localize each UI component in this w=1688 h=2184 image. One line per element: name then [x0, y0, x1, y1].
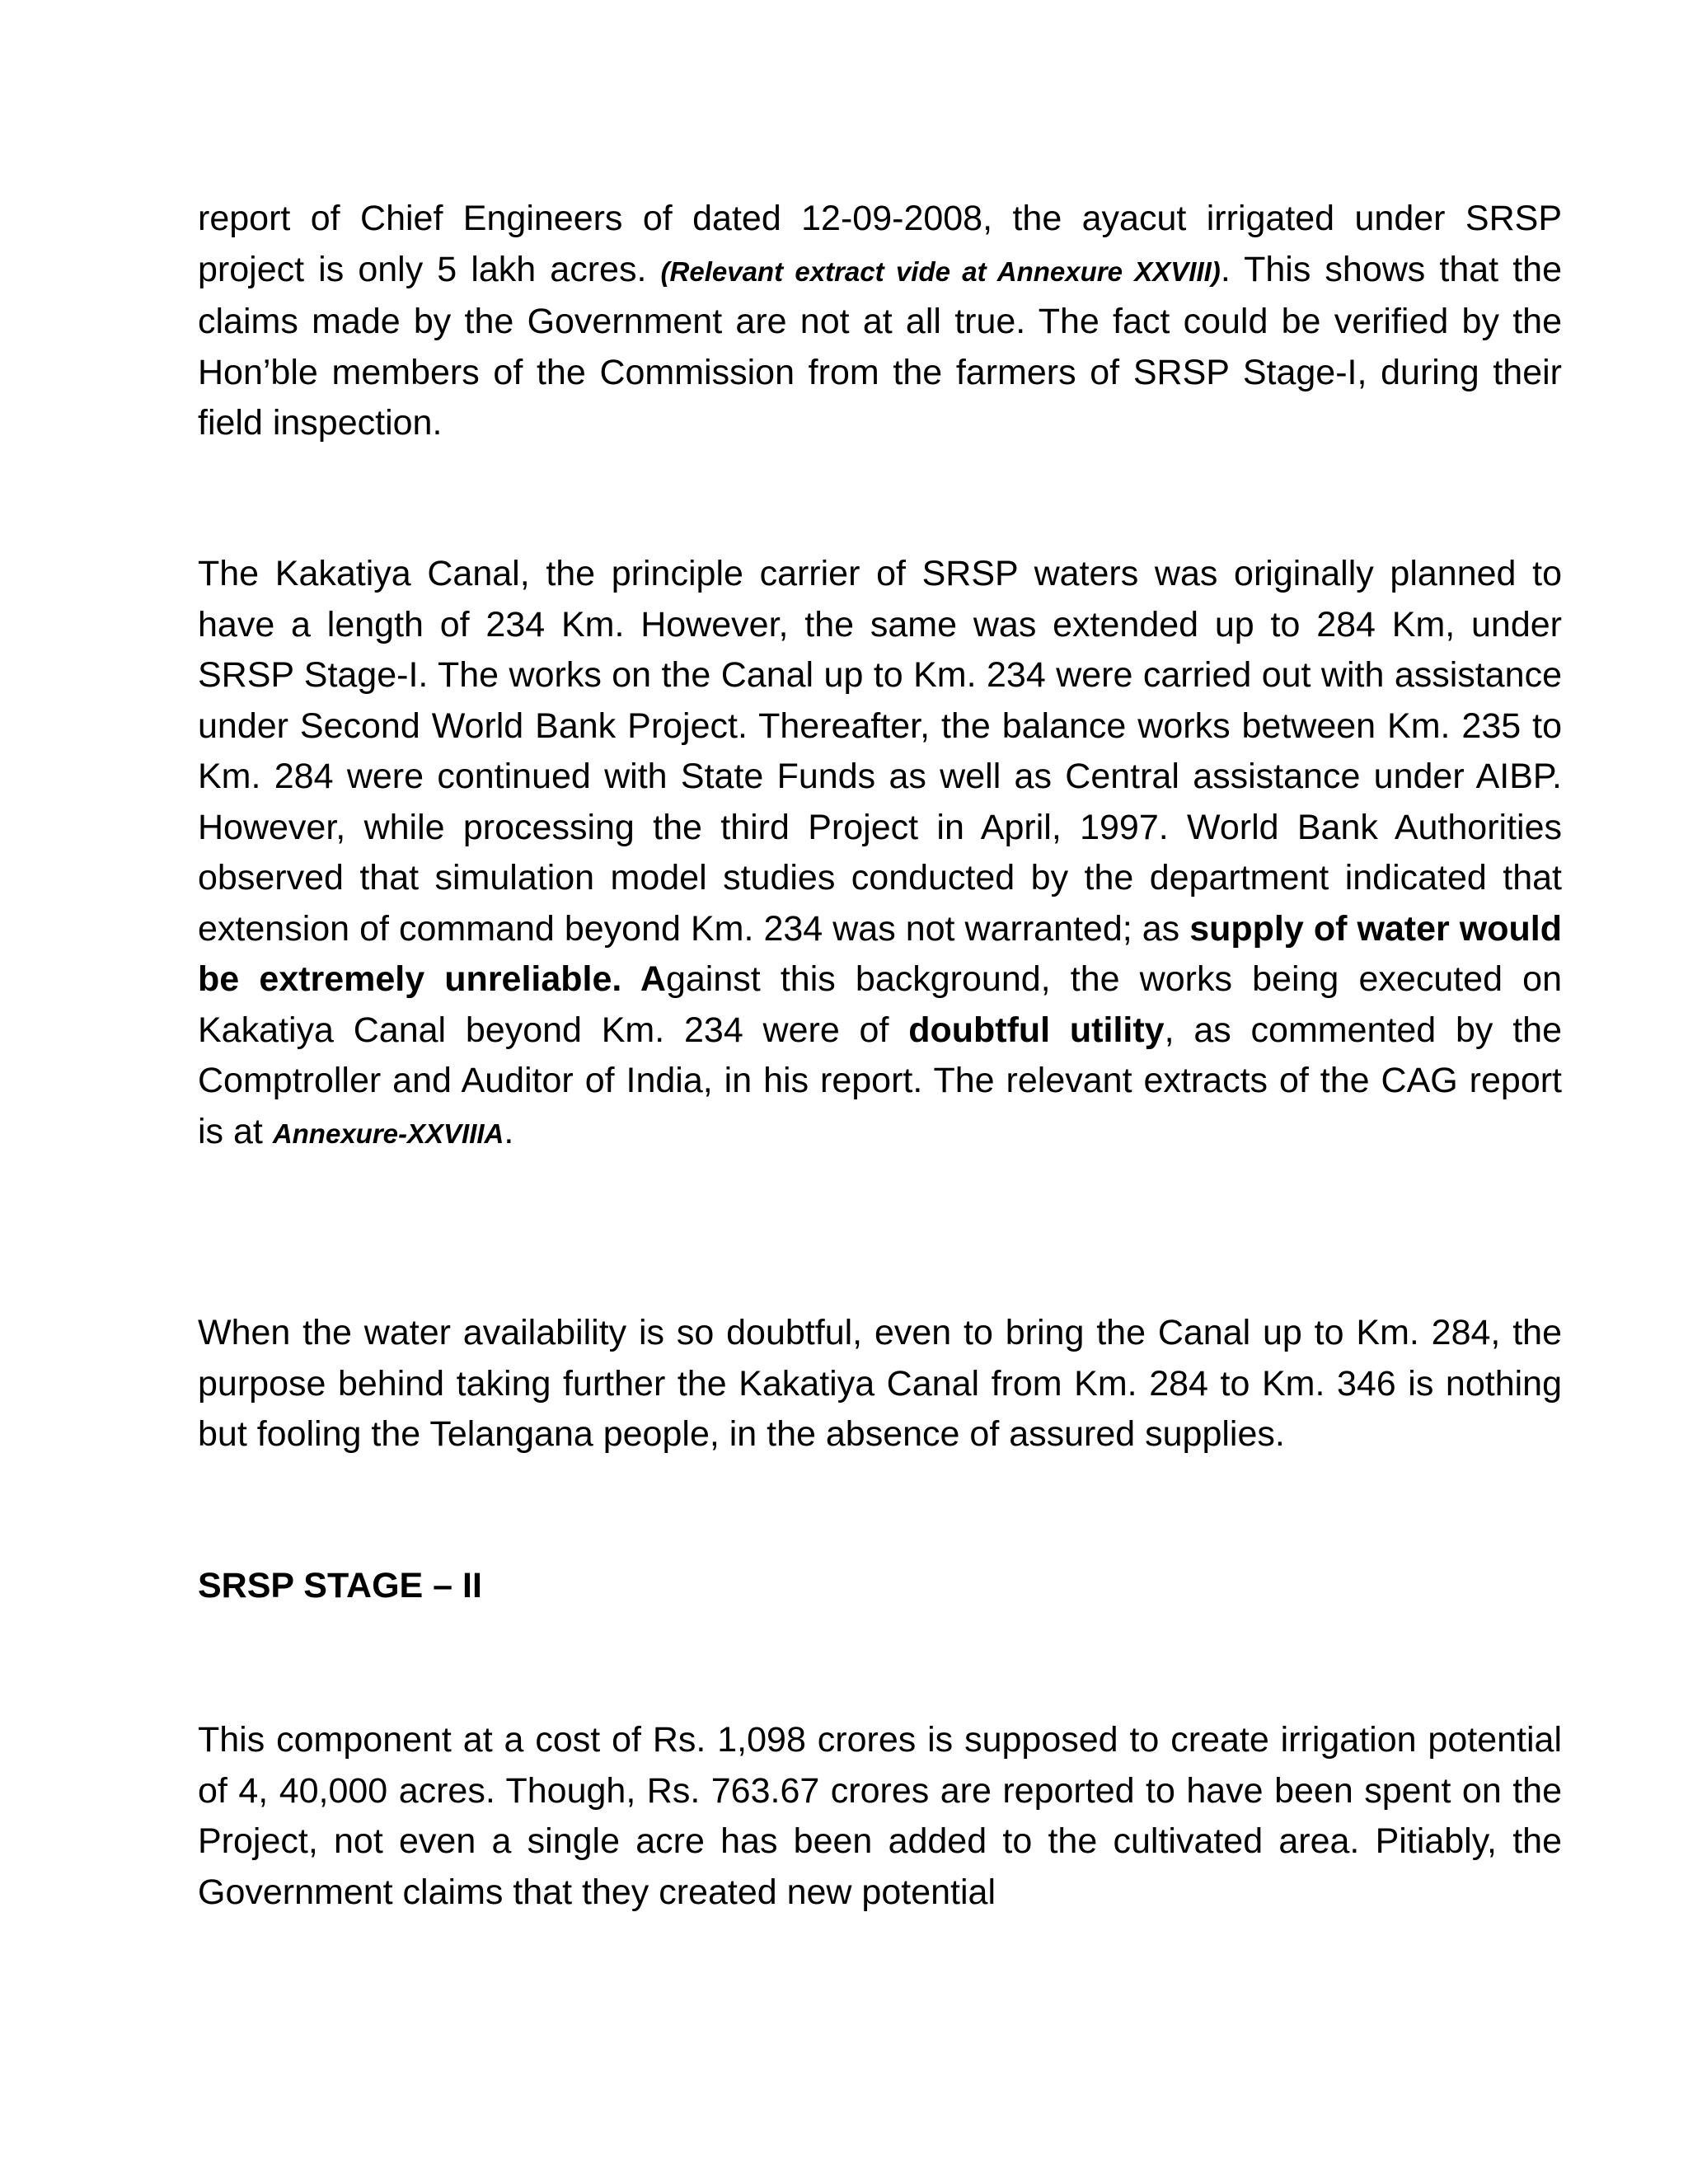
paragraph-text: This component at a cost of Rs. 1,098 crores is supposed to create irrigation potential of 4, 40,000 acres. Though, Rs. 763.67 crores are reported to have been spent on the Project, not even a single acre has been added to the cultivated area. Pitiably, the Government claims that they created new potential: [198, 1720, 1562, 1912]
paragraph-water-availability: [198, 1308, 1562, 1460]
paragraph-text: gainst this background, the works being executed on Kakatiya Canal beyond Km. 234 were of: [198, 959, 1562, 1050]
paragraph-text: . This shows that the claims made by the Government are not at all true. The fact could be verified by the Hon’ble members of the Commission from the farmers of SRSP Stage-I, during their field inspection.: [198, 249, 1563, 443]
paragraph-text: The Kakatiya Canal, the principle carrier of SRSP waters was originally planned to have a length of 234 Km. However, the same was extended up to 284 Km, under SRSP Stage-I. The works on the Canal up to Km. 234 were carried out with assistance under Second World Bank Project. Thereafter, the balance works between Km. 235 to Km. 284 were continued with State Funds as well as Central assistance under AIBP. However, while processing the third Project in April, 1997. World Bank Authorities observed that simulation model studies conducted by the department indicated that extension of command beyond Km. 234 was not warranted; as: [198, 554, 1562, 949]
annexure-reference: Annexure-XXVIIIA: [272, 1118, 504, 1149]
paragraph-text: , as commented by the Comptroller and Auditor of India, in his report. The relevant extracts of the CAG report is at: [198, 1010, 1563, 1151]
paragraph-ayacut-report: [198, 194, 1562, 449]
paragraph-stage-two-cost: [198, 1715, 1562, 1918]
annexure-reference: (Relevant extract vide at Annexure XXVIII): [660, 255, 1221, 287]
paragraph-text: .: [504, 1111, 514, 1151]
paragraph-text: When the water availability is so doubtful, even to bring the Canal up to Km. 284, the purpose behind taking further the Kakatiya Canal from Km. 284 to Km. 346 is nothing but fooling the Telangana people, in the absence of assured supplies.: [198, 1313, 1562, 1454]
paragraph-kakatiya-canal: [198, 549, 1562, 1159]
paragraph-text: report of Chief Engineers of dated 12-09-2008, the ayacut irrigated under SRSP project is only 5 lakh acres.: [198, 199, 1562, 289]
section-heading: SRSP STAGE – II: [198, 1566, 482, 1605]
bold-emphasis: doubtful utility: [908, 1010, 1165, 1050]
bold-emphasis: supply of water would be extremely unreliable. A: [198, 908, 1562, 999]
